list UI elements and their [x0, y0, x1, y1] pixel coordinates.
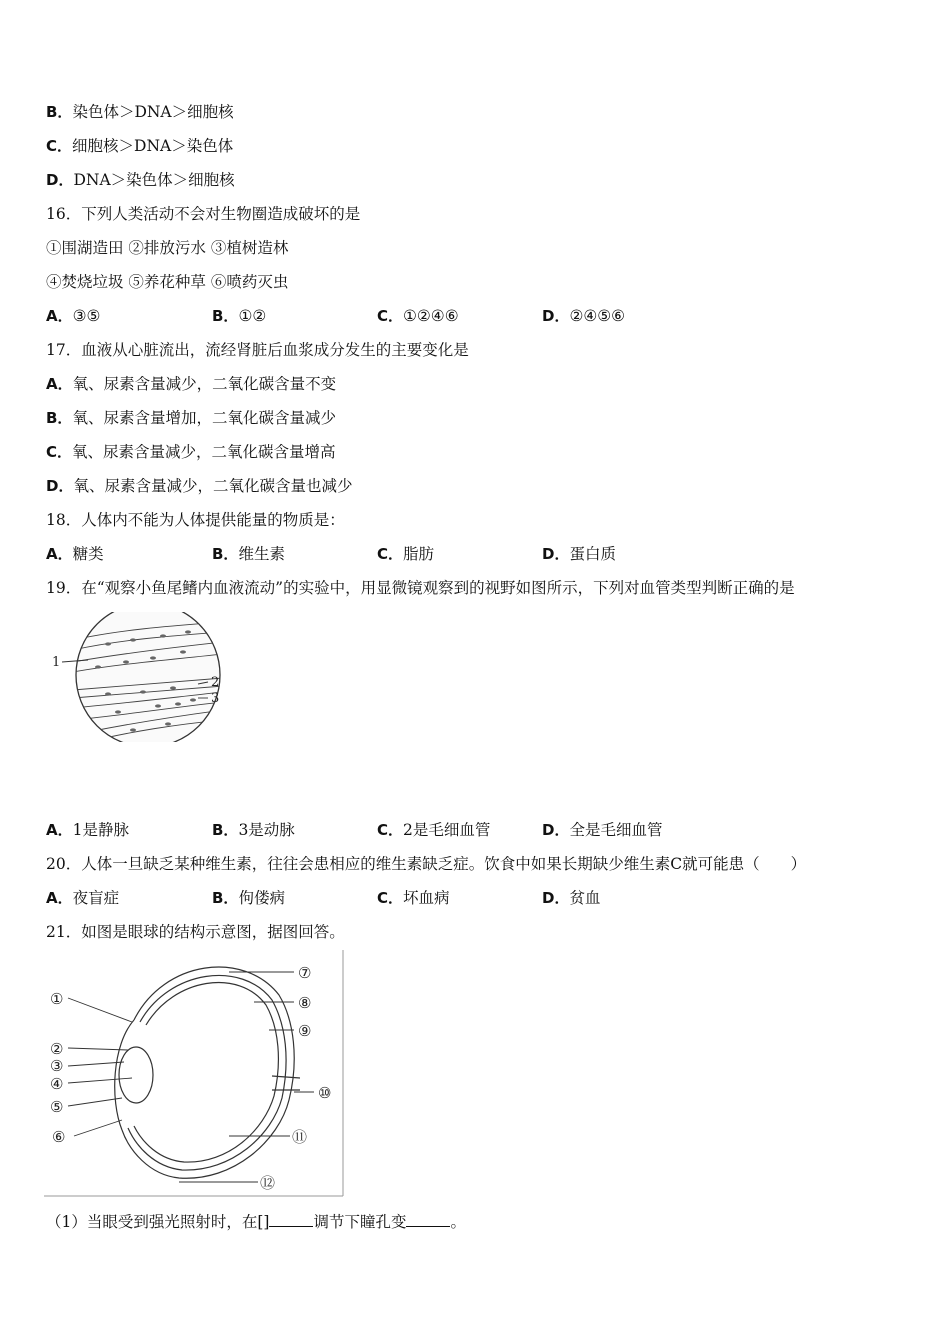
- eye-label-3: ③: [50, 1057, 64, 1075]
- eye-label-10: ⑩: [318, 1084, 332, 1102]
- q16-items-row1: ①围湖造田 ②排放污水 ③植树造林: [46, 239, 289, 257]
- eye-label-5: ⑤: [50, 1098, 64, 1116]
- eye-label-7: ⑦: [298, 964, 312, 982]
- figure-label-2: 2: [211, 675, 220, 690]
- q18-option-d: D．蛋白质: [542, 545, 616, 563]
- q16-option-b: B．①②: [212, 307, 267, 325]
- q17-stem: 17．血液从心脏流出，流经肾脏后血浆成分发生的主要变化是: [46, 341, 469, 359]
- q17-option-a: A．氧、尿素含量减少，二氧化碳含量不变: [46, 375, 337, 393]
- eye-label-6: ⑥: [52, 1128, 66, 1146]
- eye-label-1: ①: [50, 990, 64, 1008]
- q17-option-c: C．氧、尿素含量减少，二氧化碳含量增高: [46, 443, 336, 461]
- eye-label-11: ⑪: [292, 1128, 308, 1146]
- eye-label-8: ⑧: [298, 994, 312, 1012]
- eye-label-12: ⑫: [260, 1174, 276, 1192]
- eyeball-layers: [115, 967, 300, 1178]
- q16-items-row2: ④焚烧垃圾 ⑤养花种草 ⑥喷药灭虫: [46, 273, 289, 291]
- q18-option-c: C．脂肪: [377, 545, 435, 563]
- q15-option-d: D．DNA＞染色体＞细胞核: [46, 171, 235, 189]
- q16-option-a: A．③⑤: [46, 307, 101, 325]
- figure-label-1: 1: [52, 655, 61, 670]
- q20-stem: 20．人体一旦缺乏某种维生素，往往会患相应的维生素缺乏症。饮食中如果长期缺少维生素C就可能患（ ）: [46, 855, 807, 873]
- q20-option-a: A．夜盲症: [46, 889, 120, 907]
- q21-subquestion-1: （1）当眼受到强光照射时，在[] 调节下瞳孔变 。: [46, 1213, 466, 1231]
- eyeball-structure-figure: [44, 950, 344, 1198]
- q19-option-b: B．3是动脉: [212, 821, 295, 839]
- q15-option-b: B．染色体＞DNA＞细胞核: [46, 103, 234, 121]
- eye-label-4: ④: [50, 1075, 64, 1093]
- answer-blank-1[interactable]: [269, 1212, 313, 1227]
- eye-labels: [50, 964, 331, 1192]
- q19-option-d: D．全是毛细血管: [542, 821, 663, 839]
- figure-label-3: 3: [211, 691, 220, 706]
- q18-option-b: B．维生素: [212, 545, 285, 563]
- q18-option-a: A．糖类: [46, 545, 104, 563]
- answer-blank-2[interactable]: [406, 1212, 450, 1227]
- q18-stem: 18．人体内不能为人体提供能量的物质是：: [46, 511, 345, 529]
- q19-option-c: C．2是毛细血管: [377, 821, 491, 839]
- q19-stem: 19．在“观察小鱼尾鳍内血液流动”的实验中，用显微镜观察到的视野如图所示，下列对血管类型判断正确的是: [46, 579, 795, 597]
- q17-option-d: D．氧、尿素含量减少，二氧化碳含量也减少: [46, 477, 353, 495]
- q16-option-d: D．②④⑤⑥: [542, 307, 626, 325]
- fish-tail-microscope-figure: [48, 612, 224, 742]
- q19-option-a: A．1是静脉: [46, 821, 129, 839]
- eye-label-2: ②: [50, 1040, 64, 1058]
- q15-option-c: C．细胞核＞DNA＞染色体: [46, 137, 234, 155]
- q16-option-c: C．①②④⑥: [377, 307, 459, 325]
- q20-option-d: D．贫血: [542, 889, 601, 907]
- eye-label-9: ⑨: [298, 1022, 312, 1040]
- q16-stem: 16．下列人类活动不会对生物圈造成破坏的是: [46, 205, 361, 223]
- q17-option-b: B．氧、尿素含量增加，二氧化碳含量减少: [46, 409, 336, 427]
- q20-option-c: C．坏血病: [377, 889, 450, 907]
- q21-stem: 21．如图是眼球的结构示意图，据图回答。: [46, 923, 345, 941]
- q20-option-b: B．佝偻病: [212, 889, 285, 907]
